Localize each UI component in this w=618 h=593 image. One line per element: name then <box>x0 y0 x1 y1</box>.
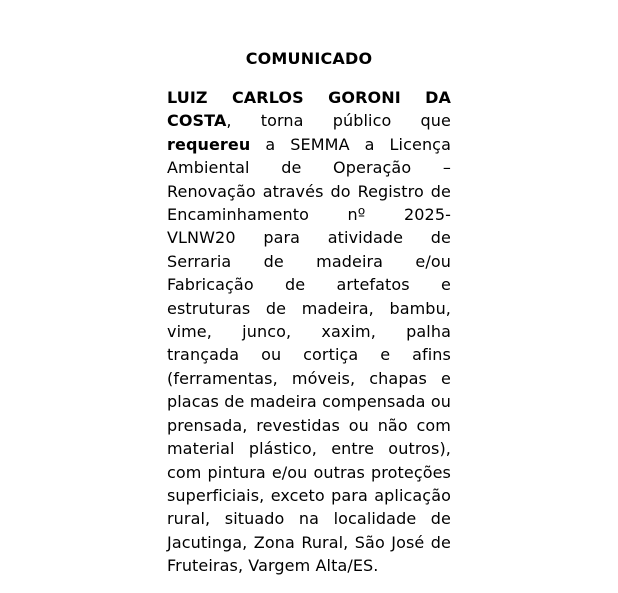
notice-document <box>167 46 451 578</box>
notice-text-body: a SEMMA a Licença Ambiental de Operação – Renovação através do Registro de Encaminhamento nº 2025-VLNW20 para atividade de Serraria de madeira e/ou Fabricação de artefatos e estruturas de madeira, bambu, vime, junco, xaxim, palha trançada ou cortiça e afins (ferramentas, móveis, chapas e placas de madeira compensada ou prensada, revestidas ou não com material plástico, entre outros), com pintura e/ou outras proteções superficiais, exceto para aplicação rural, situado na localidade de Jacutinga, Zona Rural, São José de Fruteiras, Vargem Alta/ES. <box>167 134 451 576</box>
applicant-name: LUIZ CARLOS GORONI DA COSTA <box>167 88 451 131</box>
request-verb: requereu <box>167 134 251 154</box>
notice-title: COMUNICADO <box>245 49 373 68</box>
notice-body <box>167 86 451 578</box>
notice-text-intro: , torna público que <box>226 111 451 131</box>
